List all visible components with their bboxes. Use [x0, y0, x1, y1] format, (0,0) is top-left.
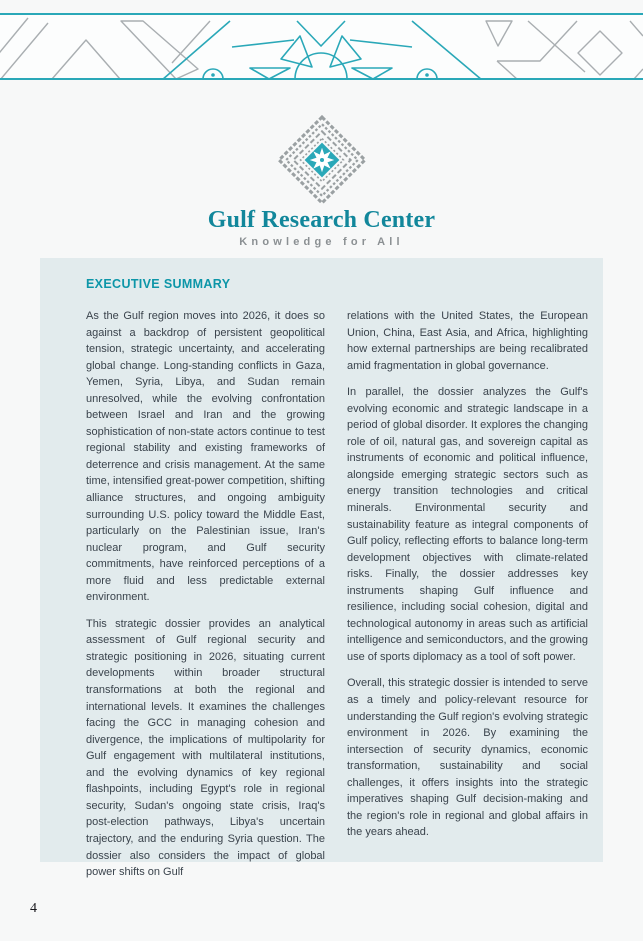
left-column — [86, 308, 325, 891]
paragraph: As the Gulf region moves into 2026, it does so against a backdrop of persistent geopolitical tension, strategic uncertainty, and accelerating global change. Long-standing conflicts in Gaza, Yemen, Syria, Libya, and Sudan remain unresolved, while the evolving confrontation between Israel and Iran and the growing sophistication of non-state actors continue to test regional stability and existing frameworks of deterrence and crisis management. At the same time, intensified great-power competition, shifting alliance structures, and ongoing ambiguity surrounding U.S. policy toward the Middle East, particularly on the Palestinian issue, Iran's nuclear program, and Gulf security commitments, have reinforced perceptions of a more fluid and less predictable external environment. — [86, 310, 325, 604]
brand-tagline: Knowledge for All — [239, 236, 404, 248]
paragraph: relations with the United States, the European Union, China, East Asia, and Africa, highlighting how external partnerships are being recalibrated amid fragmentation in global governance. — [347, 310, 588, 372]
grc-kufic-emblem-icon — [276, 114, 368, 206]
arabesque-pattern-icon — [0, 13, 643, 80]
paragraph: In parallel, the dossier analyzes the Gulf's evolving economic and strategic landscape in a period of global disorder. It explores the changing role of oil, natural gas, and sovereign capital as instruments of economic and political influence, alongside emerging strategic sectors such as energy transition technologies and critical minerals. Environmental security and sustainability feature as integral components of Gulf policy, reflecting efforts to balance long-term development objectives with climate-related risks. Finally, the dossier addresses key instruments shaping Gulf influence and resilience, including social cohesion, digital and technological autonomy in areas such as artificial intelligence and semiconductors, and the growing use of sports diplomacy as a tool of soft power. — [347, 386, 588, 663]
paragraph: Overall, this strategic dossier is intended to serve as a timely and policy-relevant resource for understanding the Gulf region's evolving strategic environment in 2026. By examining the intersection of security dynamics, economic transformation, sustainability and social challenges, it offers insights into the strategic imperatives shaping Gulf decision-making and the region's role in regional and global affairs in the years ahead. — [347, 677, 588, 839]
executive-summary-heading: EXECUTIVE SUMMARY — [86, 277, 231, 291]
paragraph: This strategic dossier provides an analytical assessment of Gulf regional security and strategic positioning in 2026, situating current developments within broader structural transformations at both the regional and international levels. It examines the challenges facing the GCC in managing cohesion and divergence, the implications of multipolarity for Gulf engagement with multilateral institutions, and the evolving dynamics of key regional flashpoints, including Egypt's role in regional security, Sudan's ongoing state crisis, Iraq's post-election pathways, Libya's uncertain trajectory, and the enduring Syria question. The dossier also considers the impact of global power shifts on Gulf — [86, 617, 325, 879]
executive-summary-panel — [40, 258, 603, 879]
brand-name: Gulf Research Center — [207, 207, 436, 233]
page-number: 4 — [30, 901, 37, 916]
right-column — [347, 308, 588, 891]
decorative-header-band — [0, 13, 643, 80]
logo-block — [0, 114, 643, 248]
two-column-text — [86, 308, 588, 891]
